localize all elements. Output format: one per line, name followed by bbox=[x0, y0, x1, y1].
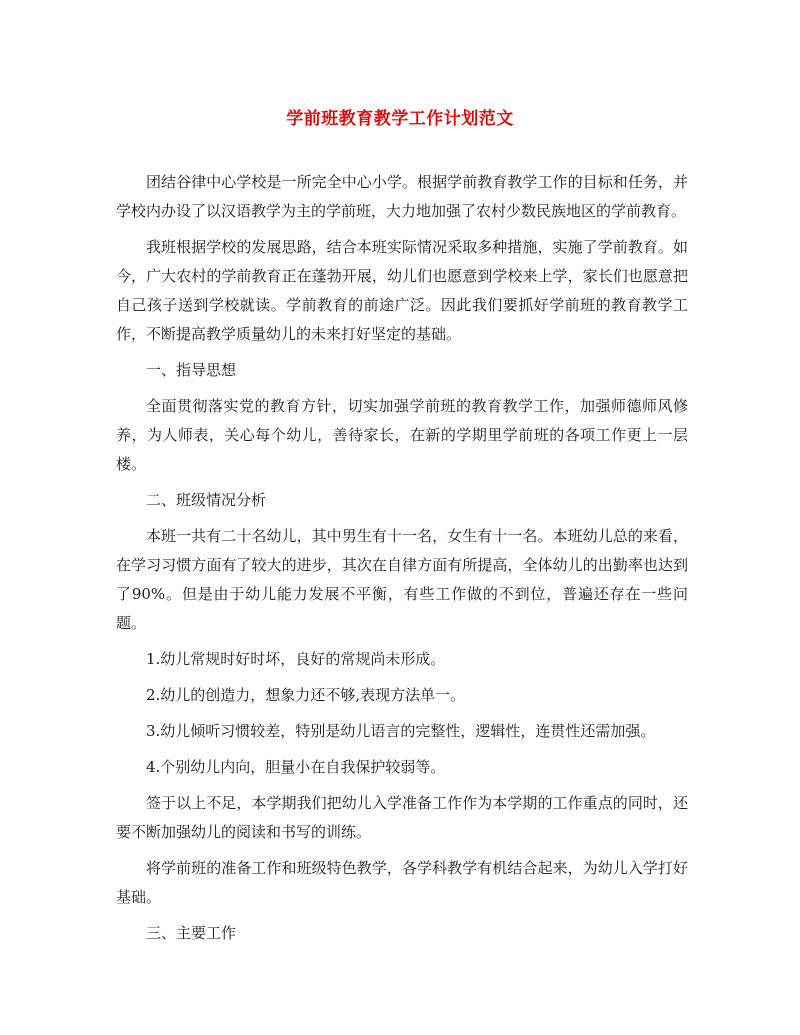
intro-paragraph-2: 我班根据学校的发展思路，结合本班实际情况采取多种措施，实施了学前教育。如今，广大农村的学前教育正在蓬勃开展，幼儿们也愿意到学校来上学，家长们也愿意把自己孩子送到学校就读。学前教育的前途广泛。因此我们要抓好学前班的教育教学工作，不断提高教学质量幼儿的未来打好坚定的基础。 bbox=[116, 238, 688, 343]
section-heading-class-analysis: 二、班级情况分析 bbox=[146, 491, 267, 509]
list-item: 4.个别幼儿内向，胆量小在自我保护较弱等。 bbox=[146, 758, 446, 776]
intro-paragraph-1: 团结谷律中心学校是一所完全中心小学。根据学前教育教学工作的目标和任务，并学校内办设了以汉语教学为主的学前班，大力地加强了农村少数民族地区的学前教育。 bbox=[116, 173, 688, 220]
section-paragraph-guiding-thought: 全面贯彻落实党的教育方针，切实加强学前班的教育教学工作，加强师德师风修养，为人师表，关心每个幼儿，善待家长，在新的学期里学前班的各项工作更上一层楼。 bbox=[116, 397, 688, 473]
section-heading-guiding-thought: 一、指导思想 bbox=[146, 361, 237, 379]
section-heading-main-work: 三、主要工作 bbox=[146, 924, 237, 942]
list-item: 2.幼儿的创造力，想象力还不够,表现方法单一。 bbox=[146, 686, 466, 704]
list-item: 1.幼儿常规时好时坏，良好的常规尚未形成。 bbox=[146, 650, 446, 668]
section-paragraph-class-analysis: 本班一共有二十名幼儿，其中男生有十一名，女生有十一名。本班幼儿总的来看，在学习习惯方面有了较大的进步，其次在自律方面有所提高，全体幼儿的出勤率也达到了90%。但是由于幼儿能力发展不平衡，有些工作做的不到位，普遍还存在一些问题。 bbox=[116, 527, 688, 632]
list-item: 3.幼儿倾听习惯较差，特别是幼儿语言的完整性，逻辑性，连贯性还需加强。 bbox=[146, 722, 656, 740]
follow-up-paragraph-1: 签于以上不足，本学期我们把幼儿入学准备工作作为本学期的工作重点的同时，还要不断加强幼儿的阅读和书写的训练。 bbox=[116, 794, 688, 841]
document-body bbox=[116, 168, 688, 955]
follow-up-paragraph-2: 将学前班的准备工作和班级特色教学，各学科教学有机结合起来，为幼儿入学打好基础。 bbox=[116, 859, 688, 906]
document-title: 学前班教育教学工作计划范文 bbox=[286, 109, 514, 129]
